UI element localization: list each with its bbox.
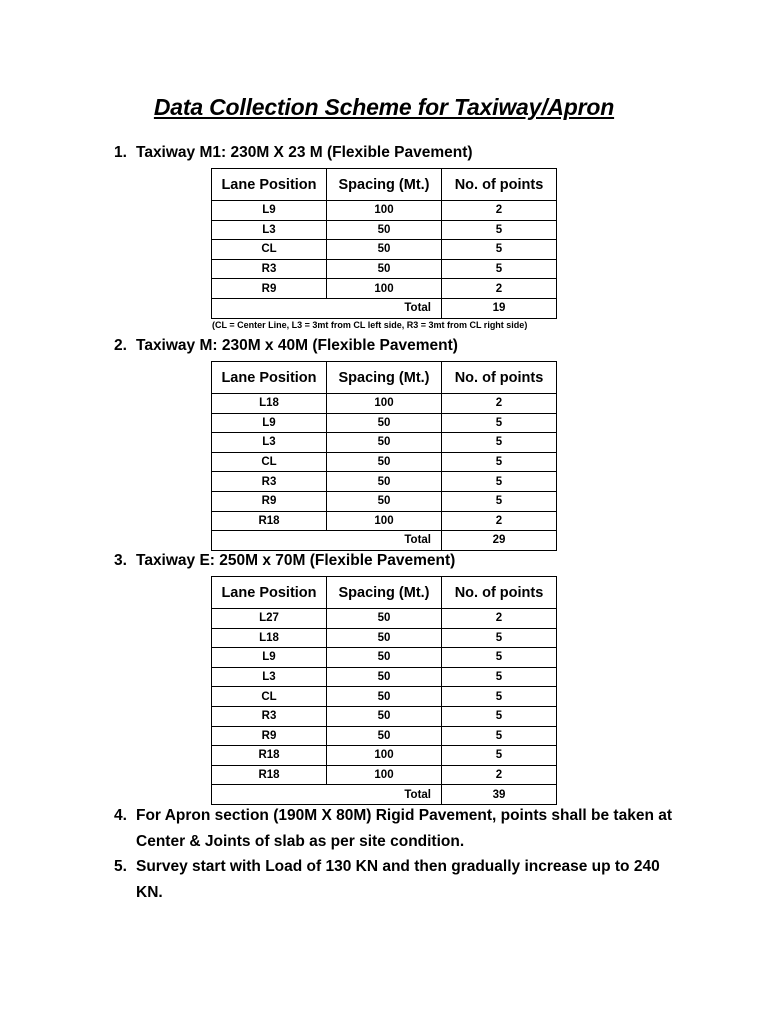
cell-lane: R3	[212, 706, 327, 726]
cell-points: 5	[442, 746, 557, 766]
table-row	[212, 201, 557, 221]
cell-lane: L27	[212, 609, 327, 629]
table-header-row	[212, 169, 557, 201]
cell-lane: L9	[212, 648, 327, 668]
cell-lane: L9	[212, 413, 327, 433]
cell-spacing: 50	[327, 413, 442, 433]
cell-spacing: 50	[327, 472, 442, 492]
column-header-points: No. of points	[442, 169, 557, 201]
table-row	[212, 491, 557, 511]
section-3-table	[211, 576, 557, 805]
table-header-row	[212, 362, 557, 394]
column-header-spacing: Spacing (Mt.)	[327, 362, 442, 394]
cell-spacing: 50	[327, 491, 442, 511]
cell-points: 5	[442, 687, 557, 707]
cell-points: 5	[442, 452, 557, 472]
cell-lane: L3	[212, 667, 327, 687]
cell-points: 5	[442, 491, 557, 511]
section-heading-text: Taxiway M1: 230M X 23 M (Flexible Pavement)	[136, 144, 473, 161]
table-row	[212, 413, 557, 433]
cell-lane: CL	[212, 452, 327, 472]
paragraph-text: Survey start with Load of 130 KN and then gradually increase up to 240 KN.	[136, 858, 660, 901]
table-row	[212, 452, 557, 472]
paragraph-5	[114, 854, 684, 906]
cell-points: 5	[442, 472, 557, 492]
table-row	[212, 667, 557, 687]
table-row	[212, 511, 557, 531]
cell-lane: L3	[212, 220, 327, 240]
cell-spacing: 100	[327, 279, 442, 299]
table-row	[212, 220, 557, 240]
cell-points: 5	[442, 413, 557, 433]
total-value: 39	[442, 785, 557, 805]
cell-spacing: 50	[327, 726, 442, 746]
cell-points: 5	[442, 726, 557, 746]
cell-lane: R18	[212, 511, 327, 531]
column-header-lane: Lane Position	[212, 169, 327, 201]
paragraph-number: 5.	[114, 858, 127, 875]
table-row	[212, 706, 557, 726]
column-header-lane: Lane Position	[212, 362, 327, 394]
section-1-note: (CL = Center Line, L3 = 3mt from CL left side, R3 = 3mt from CL right side)	[212, 320, 528, 330]
table-row	[212, 609, 557, 629]
cell-spacing: 50	[327, 433, 442, 453]
table-row	[212, 472, 557, 492]
total-row	[212, 298, 557, 318]
cell-points: 5	[442, 628, 557, 648]
paragraph-text: For Apron section (190M X 80M) Rigid Pavement, points shall be taken at Center & Joints of slab as per site condition.	[136, 807, 673, 850]
paragraph-number: 4.	[114, 807, 127, 824]
cell-spacing: 50	[327, 706, 442, 726]
cell-points: 2	[442, 511, 557, 531]
cell-points: 2	[442, 279, 557, 299]
cell-spacing: 50	[327, 667, 442, 687]
cell-spacing: 50	[327, 687, 442, 707]
table-row	[212, 687, 557, 707]
section-number: 3.	[114, 552, 127, 569]
cell-points: 5	[442, 220, 557, 240]
cell-points: 5	[442, 706, 557, 726]
column-header-spacing: Spacing (Mt.)	[327, 577, 442, 609]
cell-spacing: 50	[327, 240, 442, 260]
total-label: Total	[327, 531, 442, 551]
table-row	[212, 628, 557, 648]
cell-spacing: 50	[327, 452, 442, 472]
cell-points: 5	[442, 648, 557, 668]
total-blank-cell	[212, 785, 327, 805]
cell-lane: R3	[212, 472, 327, 492]
cell-points: 2	[442, 609, 557, 629]
cell-points: 5	[442, 259, 557, 279]
table-row	[212, 394, 557, 414]
table-row	[212, 240, 557, 260]
cell-spacing: 50	[327, 609, 442, 629]
cell-lane: R3	[212, 259, 327, 279]
section-2-heading	[114, 337, 458, 355]
cell-spacing: 50	[327, 628, 442, 648]
cell-spacing: 100	[327, 765, 442, 785]
total-row	[212, 531, 557, 551]
paragraph-4	[114, 803, 684, 855]
cell-points: 2	[442, 765, 557, 785]
total-blank-cell	[212, 298, 327, 318]
cell-points: 2	[442, 394, 557, 414]
cell-spacing: 100	[327, 394, 442, 414]
cell-lane: R9	[212, 726, 327, 746]
total-label: Total	[327, 298, 442, 318]
column-header-points: No. of points	[442, 577, 557, 609]
total-label: Total	[327, 785, 442, 805]
cell-lane: R9	[212, 279, 327, 299]
column-header-points: No. of points	[442, 362, 557, 394]
section-2-table	[211, 361, 557, 551]
cell-lane: CL	[212, 240, 327, 260]
table-row	[212, 746, 557, 766]
section-1-heading	[114, 144, 473, 162]
cell-spacing: 100	[327, 201, 442, 221]
section-number: 2.	[114, 337, 127, 354]
table-header-row	[212, 577, 557, 609]
section-number: 1.	[114, 144, 127, 161]
total-blank-cell	[212, 531, 327, 551]
total-value: 19	[442, 298, 557, 318]
cell-lane: L18	[212, 628, 327, 648]
cell-spacing: 100	[327, 746, 442, 766]
section-heading-text: Taxiway E: 250M x 70M (Flexible Pavement)	[136, 552, 456, 569]
table-row	[212, 259, 557, 279]
cell-lane: CL	[212, 687, 327, 707]
cell-spacing: 50	[327, 220, 442, 240]
cell-lane: L3	[212, 433, 327, 453]
column-header-lane: Lane Position	[212, 577, 327, 609]
section-heading-text: Taxiway M: 230M x 40M (Flexible Pavement)	[136, 337, 458, 354]
page-title: Data Collection Scheme for Taxiway/Apron	[153, 94, 615, 120]
cell-spacing: 50	[327, 259, 442, 279]
cell-points: 2	[442, 201, 557, 221]
section-3-heading	[114, 552, 455, 570]
total-value: 29	[442, 531, 557, 551]
cell-points: 5	[442, 240, 557, 260]
cell-lane: R18	[212, 765, 327, 785]
cell-lane: L18	[212, 394, 327, 414]
table-row	[212, 433, 557, 453]
cell-lane: R9	[212, 491, 327, 511]
cell-spacing: 100	[327, 511, 442, 531]
table-row	[212, 648, 557, 668]
cell-spacing: 50	[327, 648, 442, 668]
column-header-spacing: Spacing (Mt.)	[327, 169, 442, 201]
cell-lane: R18	[212, 746, 327, 766]
table-row	[212, 726, 557, 746]
cell-points: 5	[442, 667, 557, 687]
table-row	[212, 765, 557, 785]
table-row	[212, 279, 557, 299]
total-row	[212, 785, 557, 805]
section-1-table	[211, 168, 557, 319]
cell-points: 5	[442, 433, 557, 453]
cell-lane: L9	[212, 201, 327, 221]
